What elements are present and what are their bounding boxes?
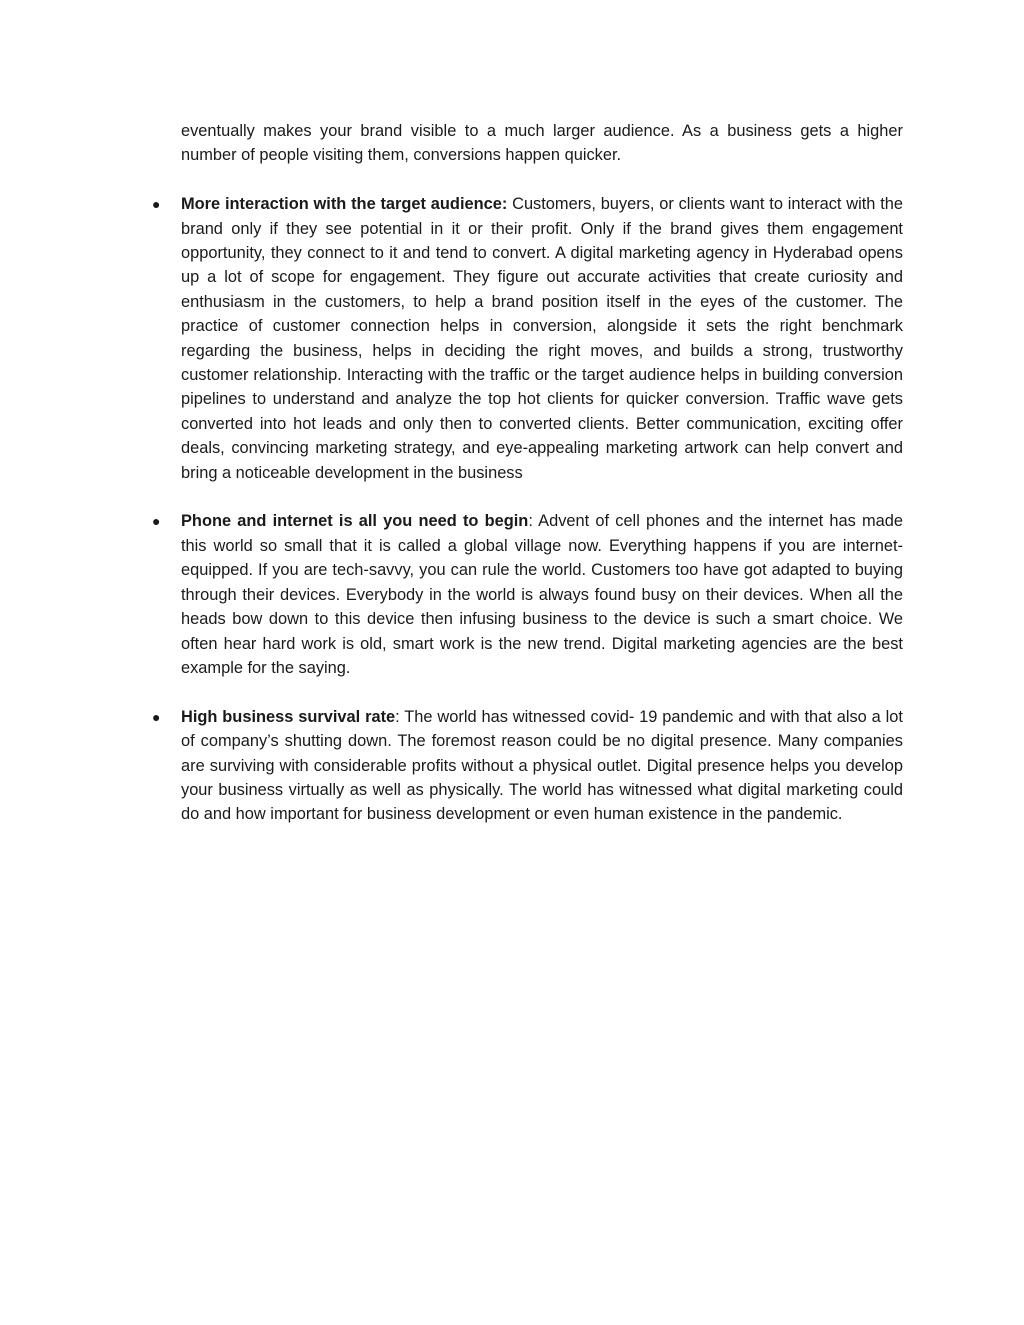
list-item-body: : The world has witnessed covid- 19 pandemic and with that also a lot of company’s shutting down. The foremost reason could be no digital presence. Many companies are surviving with considerable profits without a physical outlet. Digital presence helps you develop your business virtually as well as physically. The world has witnessed what digital marketing could do and how important for business development or even human existence in the pandemic. — [181, 707, 903, 824]
list-item-text — [181, 509, 903, 680]
bullet-icon: ● — [152, 196, 161, 213]
intro-paragraph: eventually makes your brand visible to a much larger audience. As a business gets a higher number of people visiting them, conversions happen quicker. — [181, 122, 903, 165]
list-item-heading: High business survival rate — [181, 707, 396, 726]
list-item-heading: Phone and internet is all you need to begin — [181, 512, 529, 531]
list-item — [152, 509, 903, 680]
list-item — [152, 192, 903, 485]
list-item — [152, 705, 903, 827]
list-item-text — [181, 192, 903, 485]
list-item-text — [181, 705, 903, 827]
list-item-heading: More interaction with the target audience: — [181, 195, 508, 214]
bullet-icon: ● — [152, 513, 161, 530]
document-body — [152, 119, 903, 827]
list-item-body: Customers, buyers, or clients want to interact with the brand only if they see potential in it or their profit. Only if the brand gives them engagement opportunity, they connect to it and tend to convert. A digital marketing agency in Hyderabad opens up a lot of scope for engagement. They figure out accurate activities that create curiosity and enthusiasm in the customers, to help a brand position itself in the eyes of the customer. The practice of customer connection helps in conversion, alongside it sets the right benchmark regarding the business, helps in deciding the right moves, and builds a strong, trustworthy customer relationship. Interacting with the traffic or the target audience helps in building conversion pipelines to understand and analyze the top hot clients for quicker conversion. Traffic wave gets converted into hot leads and only then to converted clients. Better communication, exciting offer deals, convincing marketing strategy, and eye-appealing marketing artwork can help convert and bring a noticeable development in the business — [181, 195, 903, 482]
list-item-body: : Advent of cell phones and the internet has made this world so small that it is called a global village now. Everything happens if you are internet-equipped. If you are tech-savvy, you can rule the world. Customers too have got adapted to buying through their devices. Everybody in the world is always found busy on their devices. When all the heads bow down to this device then infusing business to the device is such a smart choice. We often hear hard work is old, smart work is the new trend. Digital marketing agencies are the best example for the saying. — [181, 512, 903, 677]
bullet-icon: ● — [152, 708, 161, 725]
